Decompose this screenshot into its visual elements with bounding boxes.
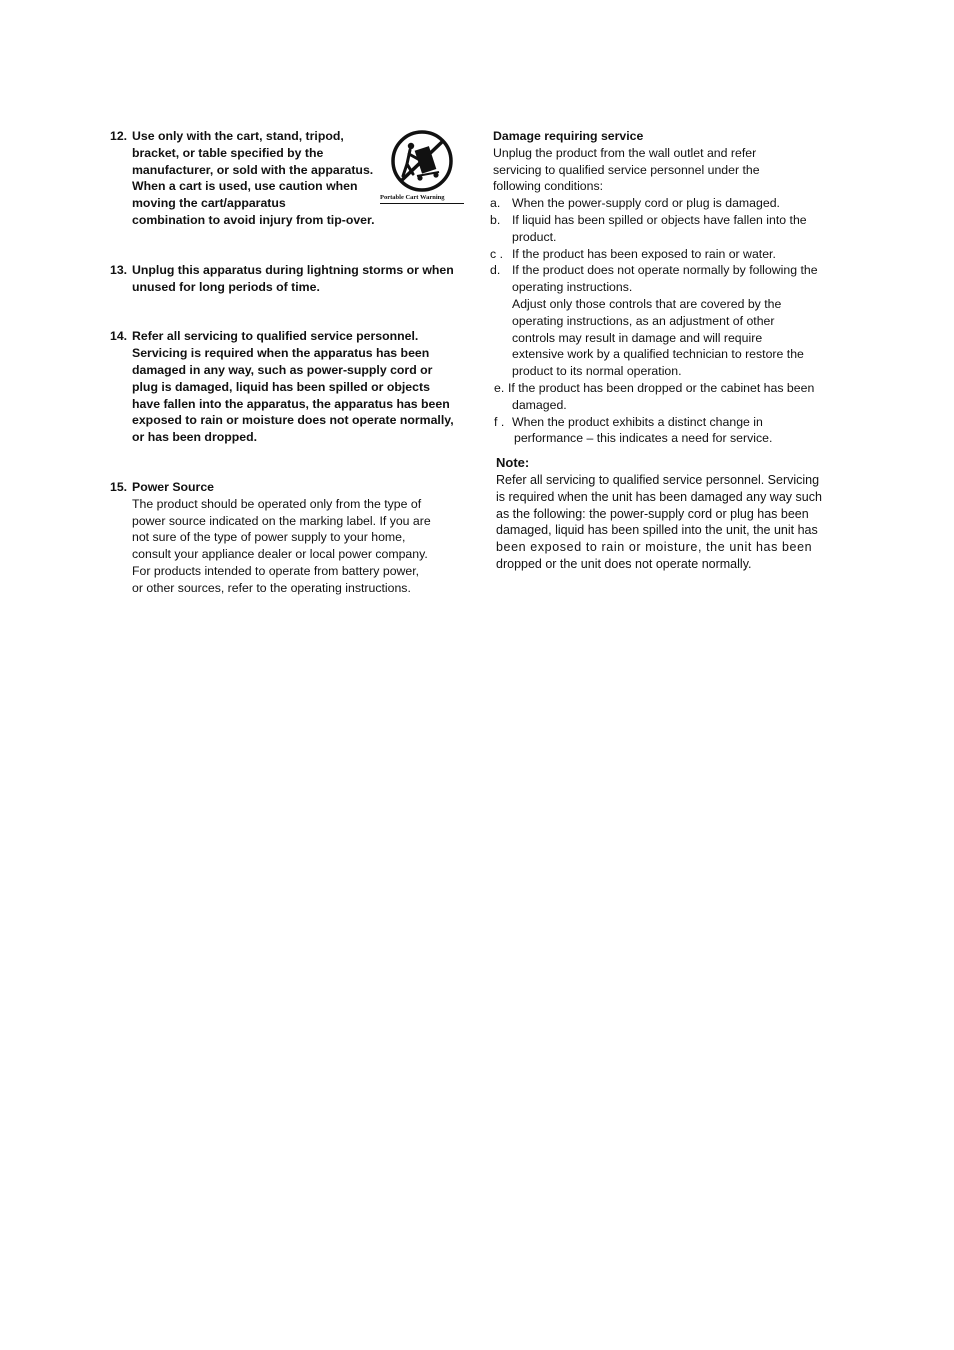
condition-item-b: [490, 212, 860, 246]
right-column: [490, 128, 860, 573]
condition-line: When the product exhibits a distinct change in: [512, 414, 763, 429]
note-line: been exposed to rain or moisture, the unit has been: [496, 540, 813, 555]
item-line: plug is damaged, liquid has been spilled or objects: [132, 379, 430, 394]
condition-item-c: [490, 246, 860, 263]
item-title: Power Source: [132, 479, 215, 494]
item-line: combination to avoid injury from tip-over.: [132, 212, 375, 227]
note-line: is required when the unit has been damaged any way such: [496, 489, 822, 504]
condition-line: Adjust only those controls that are covered by the: [512, 296, 782, 311]
item-line: not sure of the type of power supply to your home,: [132, 530, 406, 545]
condition-line: product.: [512, 229, 557, 244]
condition-line: If the product does not operate normally by following the: [512, 263, 818, 278]
item-line: moving the cart/apparatus: [132, 196, 286, 211]
item-line: exposed to rain or moisture does not operate normally,: [132, 413, 454, 428]
condition-line: If the product has been dropped or the cabinet has been: [508, 380, 815, 395]
damage-title: Damage requiring service: [493, 129, 644, 143]
damage-intro-line: Unplug the product from the wall outlet and refer: [493, 145, 757, 160]
cart-tip-over-icon: [391, 130, 453, 192]
condition-line: operating instructions, as an adjustment of other: [512, 313, 775, 328]
item-line: The product should be operated only from the type of: [132, 496, 422, 511]
safety-item-13: [110, 262, 470, 296]
condition-line: If the product has been exposed to rain or water.: [512, 246, 776, 261]
condition-line: operating instructions.: [512, 280, 633, 295]
item-line: damaged in any way, such as power-supply cord or: [132, 362, 433, 377]
item-line: Refer all servicing to qualified service personnel.: [132, 329, 419, 344]
damage-intro-line: servicing to qualified service personnel under the: [493, 162, 760, 177]
item-line: power source indicated on the marking label. If you are: [132, 513, 431, 528]
item-number: 15.: [110, 479, 128, 494]
condition-marker: e.: [494, 380, 505, 395]
note-line: as the following: the power-supply cord or plug has been: [496, 506, 809, 521]
condition-marker: b.: [490, 212, 501, 227]
condition-marker: a.: [490, 196, 501, 211]
condition-line: controls may result in damage and will require: [512, 330, 763, 345]
condition-item-e: [490, 380, 860, 414]
condition-line: If liquid has been spilled or objects have fallen into the: [512, 212, 807, 227]
item-line: Unplug this apparatus during lightning storms or when: [132, 262, 454, 277]
note-title: Note:: [496, 455, 530, 471]
item-line: bracket, or table specified by the: [132, 145, 324, 160]
condition-marker: f .: [494, 414, 505, 429]
item-line: For products intended to operate from battery power,: [132, 563, 420, 578]
note-line: damaged, liquid has been spilled into the unit, the unit has: [496, 523, 818, 538]
damage-section: [490, 128, 860, 195]
cart-caption: Portable Cart Warning: [380, 194, 464, 204]
item-line: have fallen into the apparatus, the apparatus has been: [132, 396, 450, 411]
item-line: Use only with the cart, stand, tripod,: [132, 129, 344, 143]
note-line: dropped or the unit does not operate normally.: [496, 556, 752, 571]
note-section: [490, 455, 860, 573]
left-column: [110, 128, 470, 597]
condition-item-d: [490, 262, 860, 380]
note-line: Refer all servicing to qualified service personnel. Servicing: [496, 472, 820, 487]
cart-warning-symbol: [380, 128, 464, 204]
safety-item-14: [110, 328, 470, 446]
safety-item-12: [110, 128, 470, 229]
item-line: or other sources, refer to the operating instructions.: [132, 580, 411, 595]
item-line: unused for long periods of time.: [132, 279, 320, 294]
item-line: manufacturer, or sold with the apparatus.: [132, 162, 374, 177]
condition-line: extensive work by a qualified technician to restore the: [512, 347, 804, 362]
item-line: When a cart is used, use caution when: [132, 179, 358, 194]
damage-intro-line: following conditions:: [493, 179, 604, 194]
condition-line: When the power-supply cord or plug is damaged.: [512, 196, 780, 211]
condition-line: performance – this indicates a need for service.: [514, 431, 773, 446]
condition-line: damaged.: [512, 397, 567, 412]
item-line: consult your appliance dealer or local power company.: [132, 547, 428, 562]
item-number: 12.: [110, 129, 128, 143]
condition-item-a: [490, 195, 860, 212]
item-line: or has been dropped.: [132, 430, 258, 445]
condition-line: product to its normal operation.: [512, 364, 682, 379]
item-number: 13.: [110, 262, 128, 277]
safety-item-15: [110, 479, 470, 597]
item-line: Servicing is required when the apparatus has been: [132, 346, 430, 361]
condition-marker: c .: [490, 246, 503, 261]
condition-marker: d.: [490, 263, 501, 278]
item-number: 14.: [110, 329, 128, 344]
condition-item-f: [490, 414, 860, 448]
